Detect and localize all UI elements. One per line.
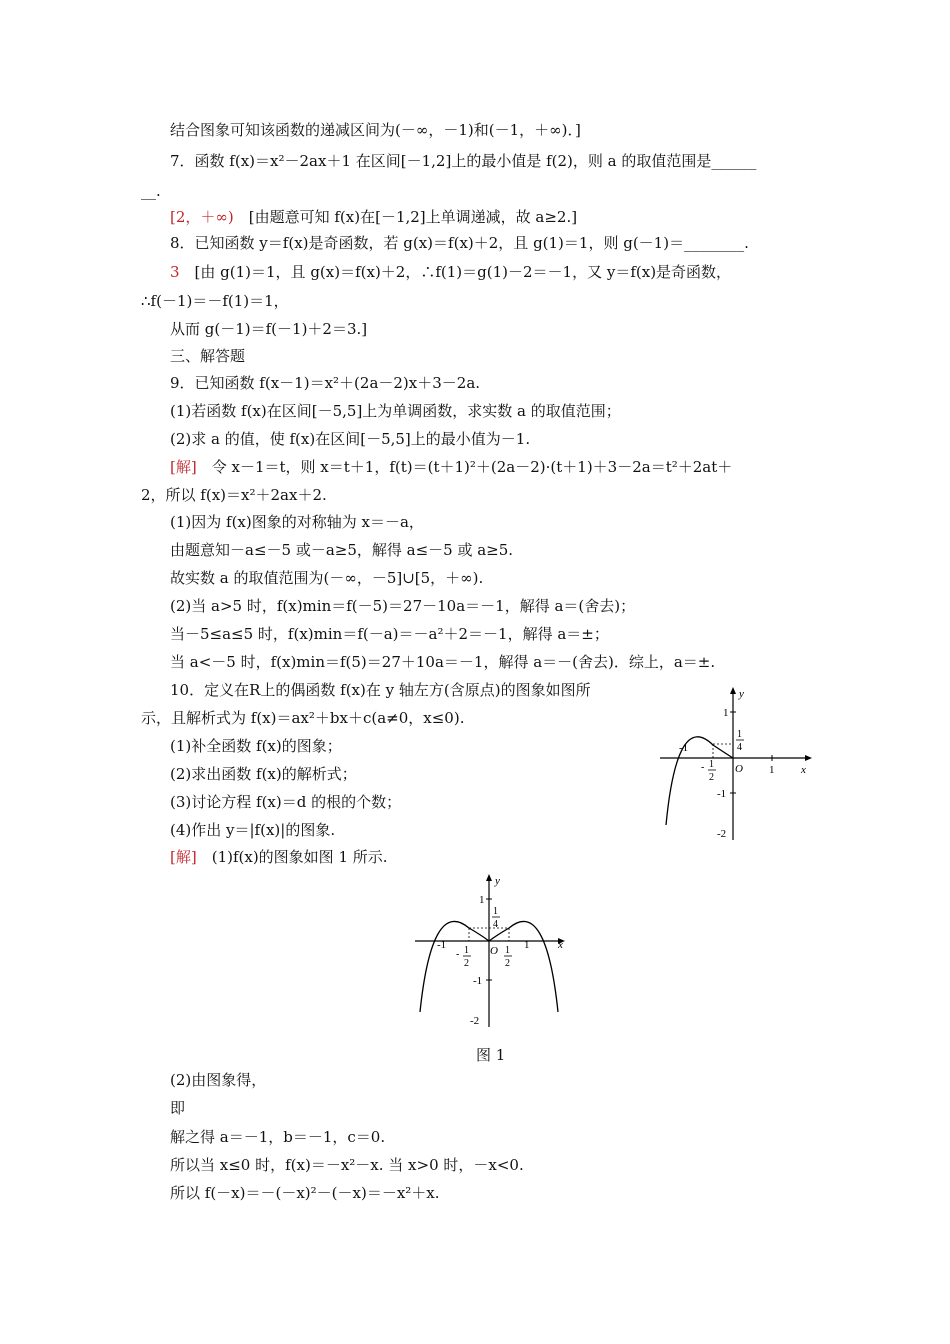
x-axis-arrow	[805, 755, 812, 761]
text-line	[170, 262, 731, 282]
figure-1-graph	[410, 872, 570, 1032]
half-num: 1	[505, 945, 510, 956]
line-text: 令 x－1＝t，则 x＝t＋1，f(t)＝(t＋1)²＋(2a－2)·(t＋1)＋3－2a＝t²＋2at＋	[196, 458, 733, 476]
quarter-den: 4	[493, 919, 498, 930]
line-text: 由题意知－a≤－5 或－a≥5，解得 a≤－5 或 a≥5.	[170, 541, 514, 559]
text-line	[170, 151, 756, 171]
neg-half-sign: -	[456, 949, 460, 960]
x-tick-1: 1	[769, 764, 775, 776]
line-text: 2，所以 f(x)＝x²＋2ax＋2.	[141, 486, 327, 504]
x-tick-1: 1	[524, 939, 530, 951]
text-line	[170, 652, 715, 672]
line-text: (3)讨论方程 f(x)＝d 的根的个数；	[170, 793, 402, 811]
text-line	[170, 596, 635, 616]
text-line	[170, 429, 530, 449]
origin-label: O	[490, 945, 498, 957]
text-line	[141, 181, 161, 201]
parabola-left-branch	[666, 737, 733, 825]
y-tick-neg1: -1	[473, 975, 483, 987]
line-text: 8．已知函数 y＝f(x)是奇函数，若 g(x)＝f(x)＋2，且 g(1)＝1，则 g(－1)＝________.	[170, 234, 749, 252]
vertex-x-sign: -	[701, 762, 705, 773]
text-line	[170, 1127, 385, 1147]
neg-half-num: 1	[464, 945, 469, 956]
text-line	[170, 1070, 266, 1090]
line-text: (2)当 a>5 时，f(x)min＝f(－5)＝27－10a＝－1，解得 a＝(舍去)；	[170, 597, 636, 615]
line-text: 7．函数 f(x)＝x²－2ax＋1 在区间[－1,2]上的最小值是 f(2)，则 a 的取值范围是______	[170, 152, 757, 170]
vertex-y-num: 1	[737, 729, 742, 740]
line-text: [由 g(1)＝1，且 g(x)＝f(x)＋2，∴f(1)＝g(1)－2＝－1，又 y＝f(x)是奇函数，	[179, 263, 732, 281]
text-line	[170, 319, 367, 339]
line-text: 当－5≤a≤5 时，f(x)min＝f(－a)＝－a²＋2＝－1，解得 a＝±；	[170, 625, 609, 643]
line-text: (1)补全函数 f(x)的图象；	[170, 737, 342, 755]
vertex-y-den: 4	[737, 742, 742, 753]
text-line	[170, 764, 357, 784]
text-line	[170, 540, 513, 560]
line-text: 解之得 a＝－1，b＝－1，c＝0.	[170, 1128, 386, 1146]
line-text: 故实数 a 的取值范围为(－∞，－5]∪[5，＋∞).	[170, 569, 484, 587]
text-line	[170, 207, 577, 227]
line-text: 所以 f(－x)＝－(－x)²－(－x)＝－x²＋x.	[170, 1184, 440, 1202]
y-tick-neg1: -1	[717, 788, 727, 800]
text-line	[170, 233, 749, 253]
line-text: 即	[170, 1099, 186, 1117]
line-text: 10．定义在R上的偶函数 f(x)在 y 轴左方(含原点)的图象如图所	[170, 681, 591, 699]
y-axis-label: y	[495, 875, 500, 887]
text-line	[170, 457, 732, 477]
text-line	[141, 708, 464, 728]
text-line	[170, 820, 335, 840]
line-text: (1)若函数 f(x)在区间[－5,5]上为单调函数，求实数 a 的取值范围；	[170, 402, 621, 420]
y-tick-1: 1	[723, 707, 729, 719]
line-text: 示，且解析式为 f(x)＝ax²＋bx＋c(a≠0，x≤0).	[141, 709, 465, 727]
answer-mark: [2，＋∞)	[170, 208, 234, 226]
vertex-x-den: 2	[709, 772, 714, 783]
neg-half-den: 2	[464, 958, 469, 969]
text-line	[141, 485, 327, 505]
text-line	[170, 1155, 524, 1175]
line-text: (2)由图象得，	[170, 1071, 267, 1089]
text-line	[170, 847, 388, 867]
origin-label: O	[735, 763, 743, 775]
line-text: ∴f(－1)＝－f(1)＝1，	[141, 292, 289, 310]
y-axis-label: y	[739, 688, 744, 700]
line-text: 9．已知函数 f(x－1)＝x²＋(2a－2)x＋3－2a.	[170, 374, 481, 392]
line-text: 当 a<－5 时，f(x)min＝f(5)＝27＋10a＝－1，解得 a＝－(舍去)．综上，a＝±.	[170, 653, 716, 671]
line-text: 结合图象可知该函数的递减区间为(－∞，－1)和(－1，＋∞)．]	[170, 121, 581, 139]
y-axis-arrow	[486, 874, 492, 881]
text-line	[170, 1183, 440, 1203]
y-tick-neg2: -2	[717, 828, 727, 840]
line-text: [由题意可知 f(x)在[－1,2]上单调递减，故 a≥2.]	[233, 208, 578, 226]
text-line	[141, 291, 289, 311]
parabola-left-branch	[420, 921, 489, 1012]
problem-10-graph	[655, 685, 815, 845]
text-line	[170, 1098, 185, 1118]
x-tick-neg1: -1	[437, 939, 447, 951]
text-line	[170, 120, 581, 140]
line-text: (2)求出函数 f(x)的解析式；	[170, 765, 357, 783]
line-text: 所以当 x≤0 时，f(x)＝－x²－x. 当 x>0 时，－x<0.	[170, 1156, 524, 1174]
text-line	[170, 512, 424, 532]
text-line	[170, 568, 483, 588]
line-text: 三、解答题	[170, 347, 246, 365]
half-den: 2	[505, 958, 510, 969]
text-line	[170, 401, 621, 421]
line-text: __.	[141, 182, 161, 200]
line-text: (1)因为 f(x)图象的对称轴为 x＝－a，	[170, 513, 424, 531]
text-line	[170, 373, 480, 393]
quarter-num: 1	[493, 906, 498, 917]
text-line	[170, 792, 401, 812]
vertex-x-num: 1	[709, 759, 714, 770]
text-line	[170, 680, 591, 700]
x-axis-label: x	[801, 764, 806, 776]
line-text: (4)作出 y＝|f(x)|的图象.	[170, 821, 336, 839]
text-line	[170, 736, 342, 756]
line-text: (2)求 a 的值，使 f(x)在区间[－5,5]上的最小值为－1.	[170, 430, 531, 448]
line-text: 从而 g(－1)＝f(－1)＋2＝3.]	[170, 320, 368, 338]
y-axis-arrow	[730, 687, 736, 694]
answer-mark: [解]	[170, 848, 197, 866]
text-line	[170, 624, 609, 644]
line-text: (1)f(x)的图象如图 1 所示.	[196, 848, 388, 866]
parabola-right-branch	[489, 921, 558, 1012]
y-tick-1: 1	[479, 894, 485, 906]
answer-mark: [解]	[170, 458, 197, 476]
x-tick-neg1: -1	[679, 742, 689, 754]
y-tick-neg2: -2	[470, 1015, 480, 1027]
x-axis-label: x	[558, 939, 563, 951]
figure-1-caption: 图 1	[476, 1046, 506, 1064]
text-line	[170, 346, 245, 366]
answer-mark: 3	[170, 263, 180, 281]
